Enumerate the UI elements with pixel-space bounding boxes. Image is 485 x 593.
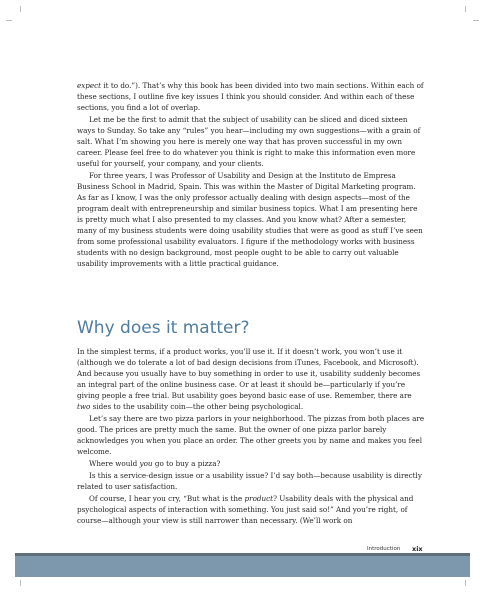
paragraph-text: sides to the usability coin—the other being psychological. [90,402,304,411]
paragraph-text: In the simplest terms, if a product works, you’ll use it. If it doesn’t work, you won’t use it (although we do tolerate a lot of bad design decisions from iTunes, Facebook, and Microsoft). And because you usually have to buy something in order to use it, usability suddenly becomes an integral part of the online business case. Or at least it should be—particularly if you’re giving people a free trial. But usability goes beyond basic ease of use. Remember, there are [77,347,421,400]
paragraph: Let me be the first to admit that the subject of usability can be sliced and diced sixteen ways to Sunday. So take any “rules” you hear—including my own suggestions—with a grain of salt. What I’m showing you here is merely one way that has proven successful in my own career. Please feel free to do whatever you think is right to make this information even more useful for yourself, your company, and your clients. [77,115,421,168]
crop-mark [20,580,21,586]
crop-mark [473,20,479,21]
crop-mark [20,6,21,12]
emphasis: you [139,459,153,468]
paragraph: Let’s say there are two pizza parlors in your neighborhood. The pizzas from both places are good. The prices are pretty much the same. But the owner of one pizza parlor barely acknowledges you when you place an order. The other greets you by name and makes you feel welcome. [77,414,425,456]
paragraph [77,493,425,526]
crop-mark [6,20,12,21]
paragraph [77,458,425,469]
crop-mark [465,6,466,12]
emphasis: product [244,494,274,503]
paragraph: For three years, I was Professor of Usability and Design at the Instituto de Empresa Business School in Madrid, Spain. This was within the Master of Digital Marketing program. As far as I know, I was the only professor actually dealing with design aspects—most of the program dealt with entrepreneurship and similar business topics. What I am presenting here is pretty much what I also presented to my classes. And you know what? After a semester, many of my business students were doing usability studies that were as good as stuff I’ve seen from some professional usability evaluators. I figure if the methodology works with business students with no design background, most people ought to be able to carry out valuable usability improvements with a little practical guidance. [77,171,423,268]
paragraph-text: Where would [89,459,140,468]
paragraph-text: go to buy a pizza? [152,459,221,468]
emphasis: two [77,402,91,411]
paragraph-text: ? Usability deals with the physical and psychological aspects of interaction with something. You just said so!” And you’re right, of course—although your view is still narrower than necessary. (We’ll work on [77,494,414,525]
page-number: xix [412,545,423,553]
footer-bar [15,556,470,577]
paragraph: Is this a service-design issue or a usability issue? I’d say both—because usability is directly related to user satisfaction. [77,471,422,491]
emphasis: expect [77,81,102,90]
footer-section-label: Introduction [367,546,401,552]
paragraph-text: Of course, I hear you cry, “But what is the [89,494,245,503]
crop-mark [465,580,466,586]
paragraph-text: it to do.”). That’s why this book has been divided into two main sections. Within each of these sections, I outline five key issues I think you should consider. And within each of these sections, you find a lot of overlap. [77,81,424,112]
section-body [77,346,425,527]
paragraph [77,80,425,113]
paragraph [77,346,425,412]
body-text [77,80,425,270]
section-heading: Why does it matter? [77,318,250,338]
